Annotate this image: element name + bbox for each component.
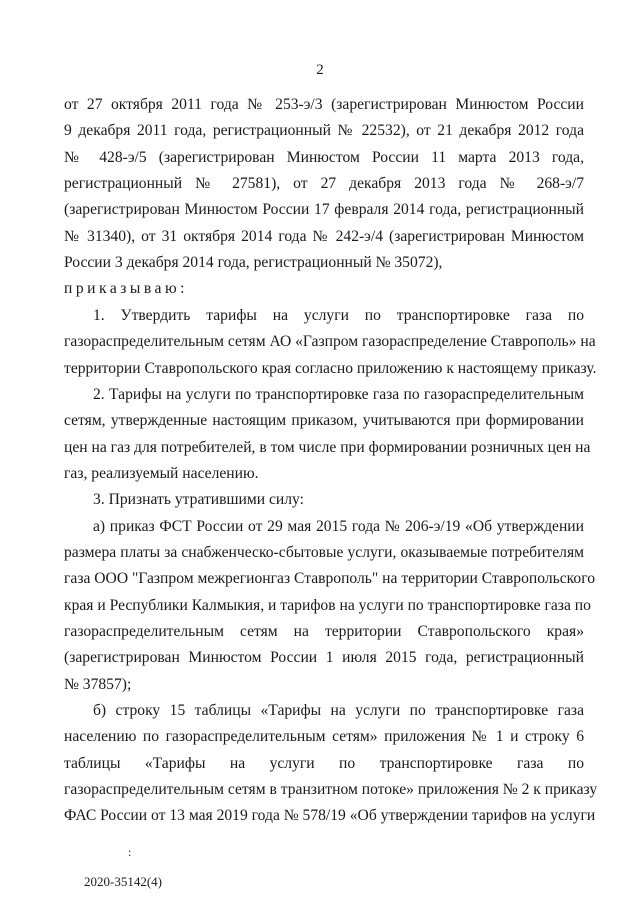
page-number: 2 [316,62,324,78]
margin-mark: : [128,845,132,859]
text-line: ФАС России от 13 мая 2019 года № 578/19 «Об утверждении тарифов на услуги [64,807,596,825]
text-line: регистрационный № 27581), от 27 декабря 2013 года № 268-э/7 [64,175,584,193]
text-line: б) строку 15 таблицы «Тарифы на услуги по транспортировке газа [93,702,584,720]
text-line: газа ООО "Газпром межрегионгаз Ставрополь" на территории Ставропольского [64,570,596,588]
text-line: цен на газ для потребителей, в том числе при формировании розничных цен на [64,438,591,456]
text-line: размера платы за снабженческо-сбытовые услуги, оказываемые потребителям [64,543,584,561]
text-line: № 37857); [64,675,132,693]
text-line: территории Ставропольского края согласно приложению к настоящему приказу. [64,359,597,377]
text-line: населению по газораспределительным сетям» приложения № 1 и строку 6 [64,728,584,746]
text-line: 3. Признать утратившими силу: [93,491,304,509]
text-line: (зарегистрирован Минюстом России 1 июля 2015 года, регистрационный [64,649,584,667]
text-line: таблицы «Тарифы на услуги по транспортировке газа по [64,754,584,772]
document-code: 2020-35142(4) [84,874,162,889]
text-line: (зарегистрирован Минюстом России 17 февраля 2014 года, регистрационный [64,201,584,219]
text-line: от 27 октября 2011 года № 253-э/3 (зарегистрирован Минюстом России [64,96,584,113]
text-line: 1. Утвердить тарифы на услуги по транспортировке газа по [93,306,584,324]
text-line: газораспределительным сетям АО «Газпром газораспределение Ставрополь» на [64,333,596,351]
text-line: № 31340), от 31 октября 2014 года № 242-э/4 (зарегистрирован Минюстом [64,227,584,245]
text-line: газораспределительным сетям на территории Ставропольского края» [64,623,584,640]
text-line: газораспределительным сетям в транзитном потоке» приложения № 2 к приказу [64,781,598,799]
text-line: России 3 декабря 2014 года, регистрационный № 35072), [64,254,443,272]
text-line: края и Республики Калмыкия, и тарифов на услуги по транспортировке газа по [64,596,591,614]
text-line: газ, реализуемый населению. [64,464,259,482]
text-line: № 428-э/5 (зарегистрирован Минюстом России 11 марта 2013 года, [64,148,584,166]
text-line: сетям, утвержденные настоящим приказом, учитываются при формировании [64,412,584,430]
text-line: 2. Тарифы на услуги по транспортировке газа по газораспределительным [93,385,584,403]
text-line: а) приказ ФСТ России от 29 мая 2015 года № 206-э/19 «Об утверждении [93,517,584,535]
text-line: приказываю: [64,280,188,298]
text-line: 9 декабря 2011 года, регистрационный № 22532), от 21 декабря 2012 года [64,122,584,140]
